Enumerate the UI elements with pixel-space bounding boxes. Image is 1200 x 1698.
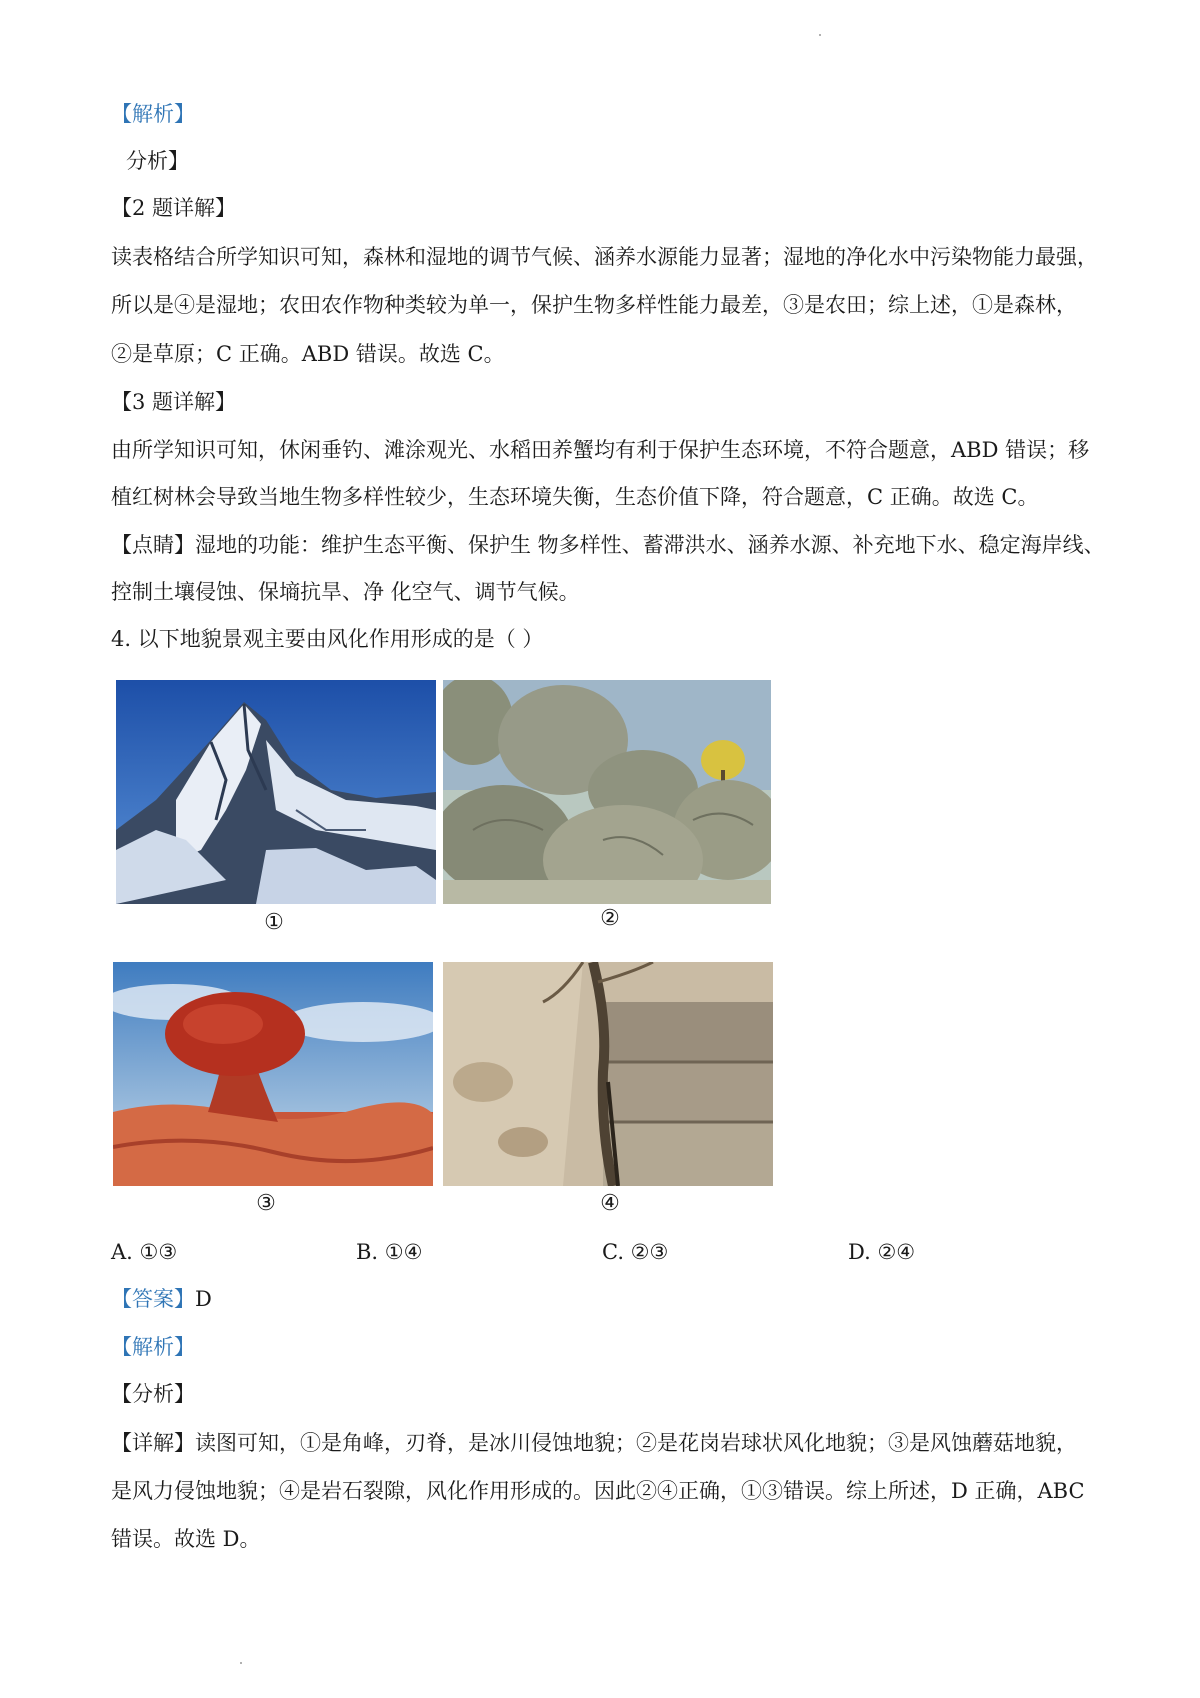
q2-heading: 【2 题详解】 — [111, 196, 237, 220]
question-4-stem: 4. 以下地貌景观主要由风化作用形成的是（ ） — [111, 627, 544, 651]
scan-speck — [819, 34, 821, 36]
q3-paragraph-line-1: 由所学知识可知，休闲垂钓、滩涂观光、水稻田养蟹均有利于保护生态环境，不符合题意，ABD 错误；移 — [111, 438, 1090, 462]
explain-heading-2: 【解析】 — [111, 1335, 195, 1359]
caption-3: ③ — [256, 1191, 276, 1216]
detail-line-3: 错误。故选 D。 — [111, 1527, 261, 1551]
answer-line — [111, 1284, 1110, 1314]
caption-1: ① — [264, 910, 284, 935]
analysis-heading-2: 【分析】 — [111, 1382, 195, 1406]
detail-line-2: 是风力侵蚀地貌；④是岩石裂隙，风化作用形成的。因此②④正确，①③错误。综上所述，D 正确，ABC — [111, 1479, 1085, 1503]
analysis-heading-1: 分析】 — [126, 149, 189, 173]
explain-heading-1: 【解析】 — [111, 102, 195, 126]
option-b: B. ①④ — [356, 1240, 423, 1264]
q3-paragraph-line-2: 植红树林会导致当地生物多样性较少，生态环境失衡，生态价值下降，符合题意，C 正确。故选 C。 — [111, 485, 1039, 509]
option-d: D. ②④ — [848, 1240, 916, 1264]
tip-line-1: 【点睛】湿地的功能：维护生态平衡、保护生 物多样性、蓄滞洪水、涵养水源、补充地下水、稳定海岸线、 — [111, 533, 1105, 557]
answer-label: 【答案】 — [111, 1287, 195, 1311]
detail-line-1: 【详解】读图可知，①是角峰，刃脊，是冰川侵蚀地貌；②是花岗岩球状风化地貌；③是风蚀蘑菇地貌， — [111, 1431, 1077, 1455]
caption-2: ② — [600, 906, 620, 931]
q2-paragraph-line-2: 所以是④是湿地；农田农作物种类较为单一，保护生物多样性能力最差，③是农田；综上述，①是森林， — [111, 293, 1077, 317]
photo-rock-fissure-tree — [443, 962, 773, 1186]
q2-paragraph-line-1: 读表格结合所学知识可知，森林和湿地的调节气候、涵养水源能力显著；湿地的净化水中污染物能力最强， — [111, 245, 1098, 269]
photo-glacial-horn — [116, 680, 436, 904]
tip-line-2: 控制土壤侵蚀、保墒抗旱、净 化空气、调节气候。 — [111, 580, 580, 604]
q3-heading: 【3 题详解】 — [111, 390, 237, 414]
answer-value: D — [195, 1287, 212, 1311]
q2-paragraph-line-3: ②是草原；C 正确。ABD 错误。故选 C。 — [111, 342, 505, 366]
photo-mushroom-rock — [113, 962, 433, 1186]
option-a: A. ①③ — [111, 1240, 178, 1264]
photo-granite-boulders — [443, 680, 771, 904]
scan-speck-bottom — [240, 1662, 242, 1664]
caption-4: ④ — [600, 1191, 620, 1216]
option-c: C. ②③ — [602, 1240, 669, 1264]
